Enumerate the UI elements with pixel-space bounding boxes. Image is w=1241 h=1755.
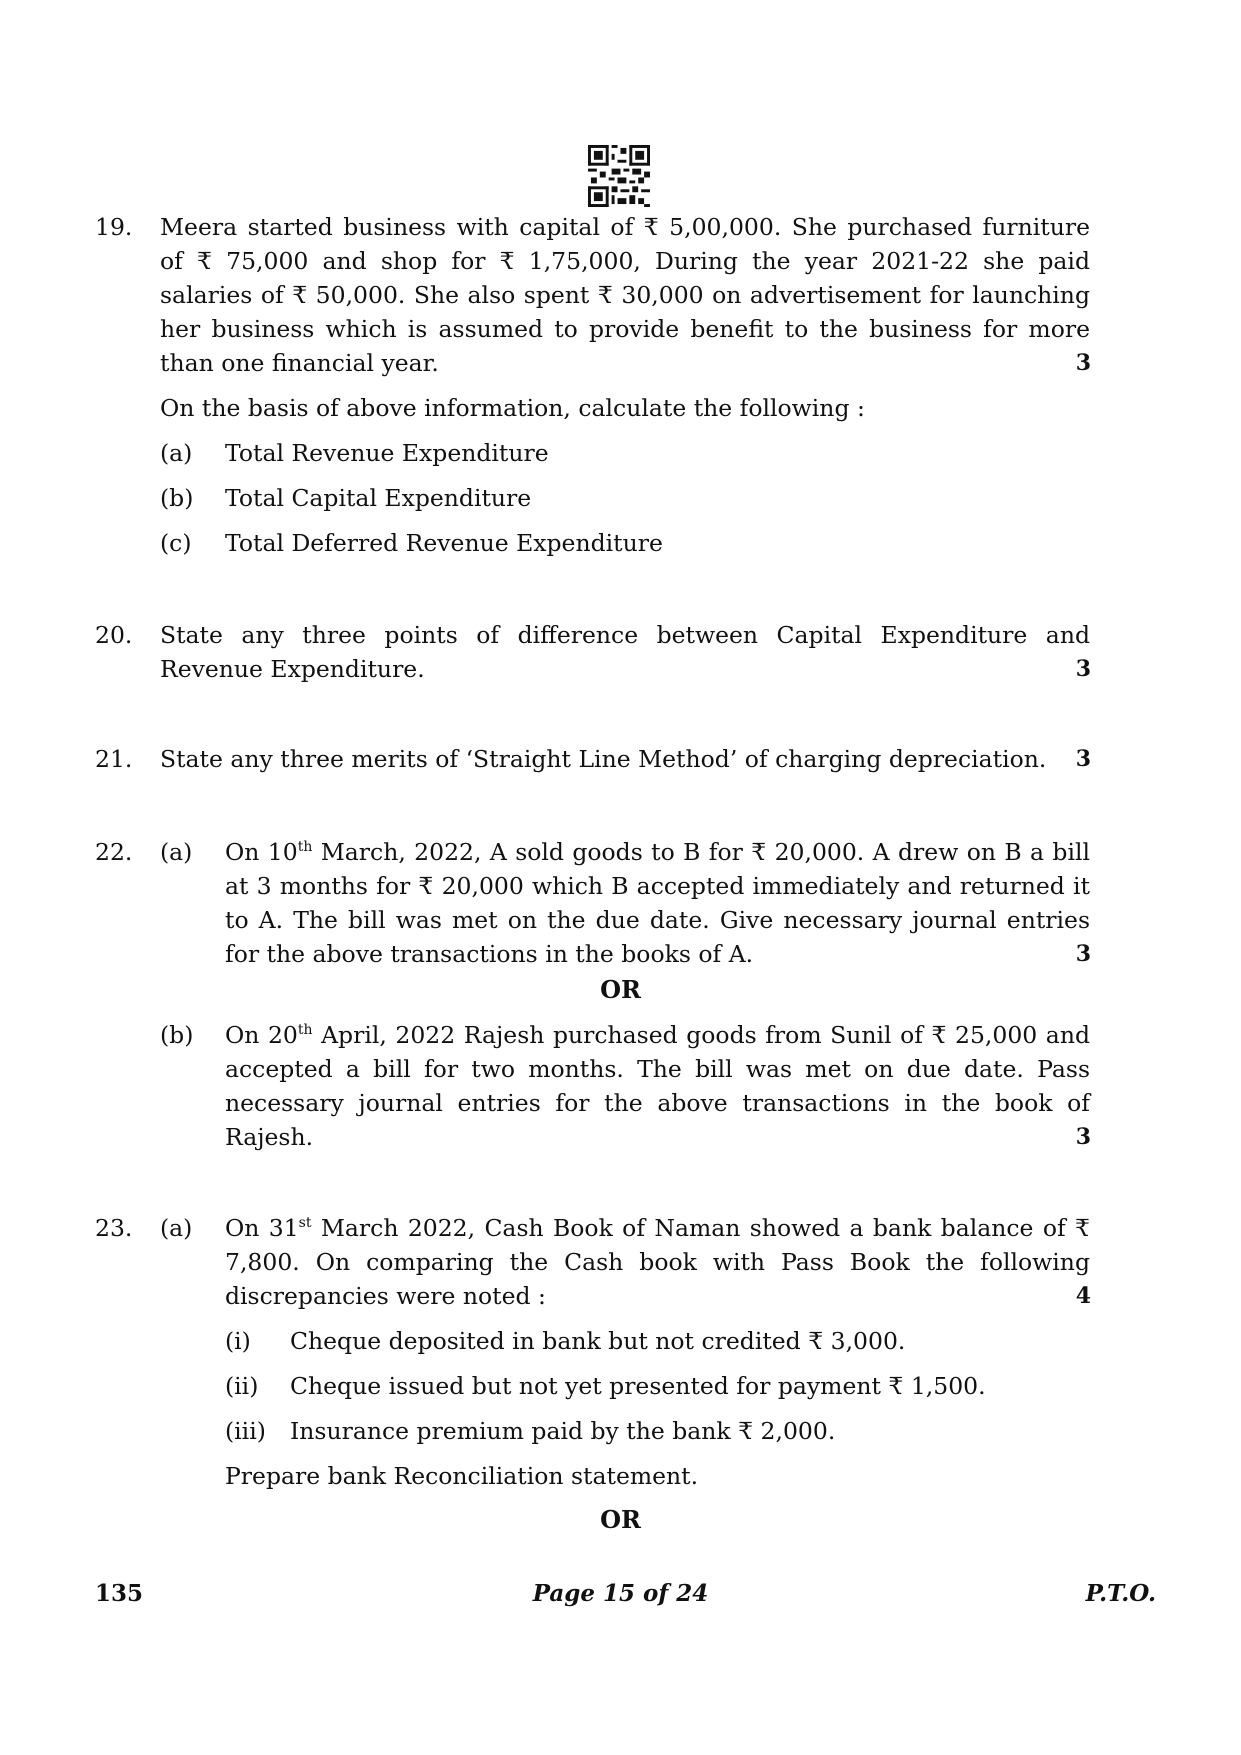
item-label: (c): [160, 529, 192, 557]
part-b: [160, 1018, 1090, 1154]
list-item: [160, 526, 1090, 560]
part-text: On 10th March, 2022, A sold goods to B for ₹ 20,000. A drew on B a bill at 3 months for ₹ 20,000 which B accepted immediately and returned it to A. The bill was met on the due date. Give necessary journal entries for the above transactions in the books of A.: [225, 838, 1090, 968]
pto-label: P.T.O.: [1085, 1580, 1156, 1607]
item-text: Cheque deposited in bank but not credited ₹ 3,000.: [290, 1327, 906, 1355]
part-text: On 20th April, 2022 Rajesh purchased goods from Sunil of ₹ 25,000 and accepted a bill for two months. The bill was met on due date. Pass necessary journal entries for the above transactions in the book of Rajesh.: [225, 1021, 1090, 1151]
item-label: (i): [225, 1327, 251, 1355]
part-a: [160, 1211, 1090, 1493]
question-number: 21.: [95, 745, 133, 773]
item-text: Cheque issued but not yet presented for payment ₹ 1,500.: [290, 1372, 986, 1400]
part-label: (b): [160, 1021, 194, 1049]
question-number: 19.: [95, 213, 133, 241]
list-item: [160, 436, 1090, 470]
question-text: State any three points of difference between Capital Expenditure and Revenue Expenditure.: [160, 621, 1090, 683]
marks: 3: [1075, 941, 1091, 967]
part-text: On 31st March 2022, Cash Book of Naman showed a bank balance of ₹ 7,800. On comparing the Cash book with Pass Book the following discrepancies were noted :: [225, 1214, 1090, 1310]
part-label: (a): [160, 1214, 193, 1242]
part-a: [160, 835, 1090, 971]
marks: 3: [1075, 746, 1091, 772]
item-text: Insurance premium paid by the bank ₹ 2,000.: [290, 1417, 836, 1445]
item-label: (ii): [225, 1372, 259, 1400]
or-divider: OR: [600, 1505, 641, 1534]
marks: 3: [1075, 1124, 1091, 1150]
question-number: 20.: [95, 621, 133, 649]
list-item: [160, 481, 1090, 515]
item-label: (iii): [225, 1417, 266, 1445]
question-number: 23.: [95, 1214, 133, 1242]
marks: 3: [1075, 350, 1091, 376]
page-number: Page 15 of 24: [532, 1580, 709, 1607]
list-item: [225, 1324, 1090, 1358]
question-number: 22.: [95, 838, 133, 866]
list-item: [225, 1414, 1090, 1448]
list-item: [225, 1369, 1090, 1403]
part-label: (a): [160, 838, 193, 866]
item-text: Total Capital Expenditure: [225, 484, 532, 512]
item-text: Total Deferred Revenue Expenditure: [225, 529, 663, 557]
marks: 3: [1075, 656, 1091, 682]
item-label: (a): [160, 439, 193, 467]
question-text: Meera started business with capital of ₹ 5,00,000. She purchased furniture of ₹ 75,000 and shop for ₹ 1,75,000, During the year 2021-22 she paid salaries of ₹ 50,000. She also spent ₹ 30,000 on advertisement for launching her business which is assumed to provide benefit to the business for more than one financial year.: [160, 213, 1090, 377]
instruction-text: On the basis of above information, calculate the following :: [160, 394, 865, 422]
item-label: (b): [160, 484, 194, 512]
question-text: State any three merits of ‘Straight Line Method’ of charging depreciation.: [160, 745, 1047, 773]
closing-text: Prepare bank Reconciliation statement.: [225, 1462, 699, 1490]
marks: 4: [1075, 1283, 1091, 1309]
or-divider: OR: [600, 975, 641, 1004]
paper-code: 135: [95, 1580, 144, 1607]
item-text: Total Revenue Expenditure: [225, 439, 549, 467]
qr-code: [588, 145, 650, 207]
